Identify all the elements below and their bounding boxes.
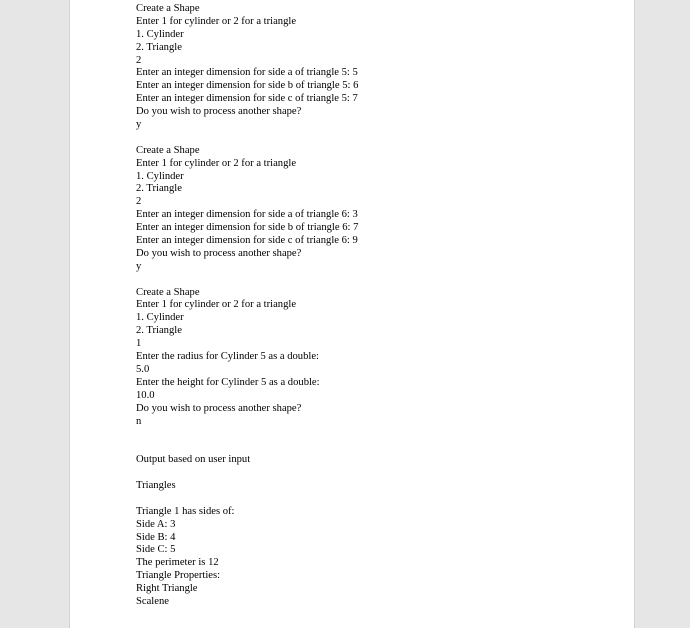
text-line: Enter an integer dimension for side b of triangle 5: 6 <box>136 80 359 92</box>
text-line: Enter an integer dimension for side a of triangle 5: 5 <box>136 67 358 79</box>
text-line: Do you wish to process another shape? <box>136 402 302 414</box>
blank-line <box>136 467 616 480</box>
text-line: Enter an integer dimension for side a of triangle 6: 3 <box>136 209 358 221</box>
text-line: n <box>136 415 142 427</box>
blank-line <box>136 441 616 454</box>
text-line: 1. Cylinder <box>136 170 184 182</box>
text-line: Side C: 5 <box>136 544 176 556</box>
text-line: 1. Cylinder <box>136 312 184 324</box>
text-line: y <box>136 260 142 272</box>
text-line: Side A: 3 <box>136 518 176 530</box>
text-line: y <box>136 119 142 131</box>
blank-line <box>136 428 616 441</box>
text-line: Do you wish to process another shape? <box>136 106 302 118</box>
text-line: 10.0 <box>136 389 155 401</box>
text-line: Triangle 1 has sides of: <box>136 505 235 517</box>
document-text-body <box>136 3 616 609</box>
text-line: Create a Shape <box>136 286 200 298</box>
text-line: Enter 1 for cylinder or 2 for a triangle <box>136 15 297 27</box>
text-line: The perimeter is 12 <box>136 557 219 569</box>
text-line: Enter an integer dimension for side c of triangle 5: 7 <box>136 93 358 105</box>
blank-line <box>136 493 616 506</box>
text-line: Enter the height for Cylinder 5 as a double: <box>136 376 320 388</box>
text-line: Enter the radius for Cylinder 5 as a double: <box>136 351 319 363</box>
text-line: 2. Triangle <box>136 183 182 195</box>
text-line: Right Triangle <box>136 583 198 595</box>
blank-line <box>136 132 616 145</box>
text-line: 2. Triangle <box>136 41 182 53</box>
text-line: 2. Triangle <box>136 325 182 337</box>
text-line: 1 <box>136 338 142 350</box>
section-heading: Output based on user input <box>136 454 251 466</box>
text-line: Side B: 4 <box>136 531 176 543</box>
blank-line <box>136 274 616 287</box>
text-line: Create a Shape <box>136 144 200 156</box>
text-line: 2 <box>136 54 142 66</box>
text-line: Enter an integer dimension for side c of triangle 6: 9 <box>136 235 358 247</box>
text-line: Triangle Properties: <box>136 570 221 582</box>
text-line: 2 <box>136 196 142 208</box>
text-line: Enter 1 for cylinder or 2 for a triangle <box>136 299 297 311</box>
text-line: 1. Cylinder <box>136 28 184 40</box>
text-line: Enter an integer dimension for side b of triangle 6: 7 <box>136 222 359 234</box>
text-line: Scalene <box>136 595 169 607</box>
text-line: Do you wish to process another shape? <box>136 247 302 259</box>
section-heading: Triangles <box>136 479 176 491</box>
text-line: Create a Shape <box>136 3 200 14</box>
text-line: 5.0 <box>136 363 150 375</box>
text-line: Enter 1 for cylinder or 2 for a triangle <box>136 157 297 169</box>
document-page <box>69 0 635 628</box>
